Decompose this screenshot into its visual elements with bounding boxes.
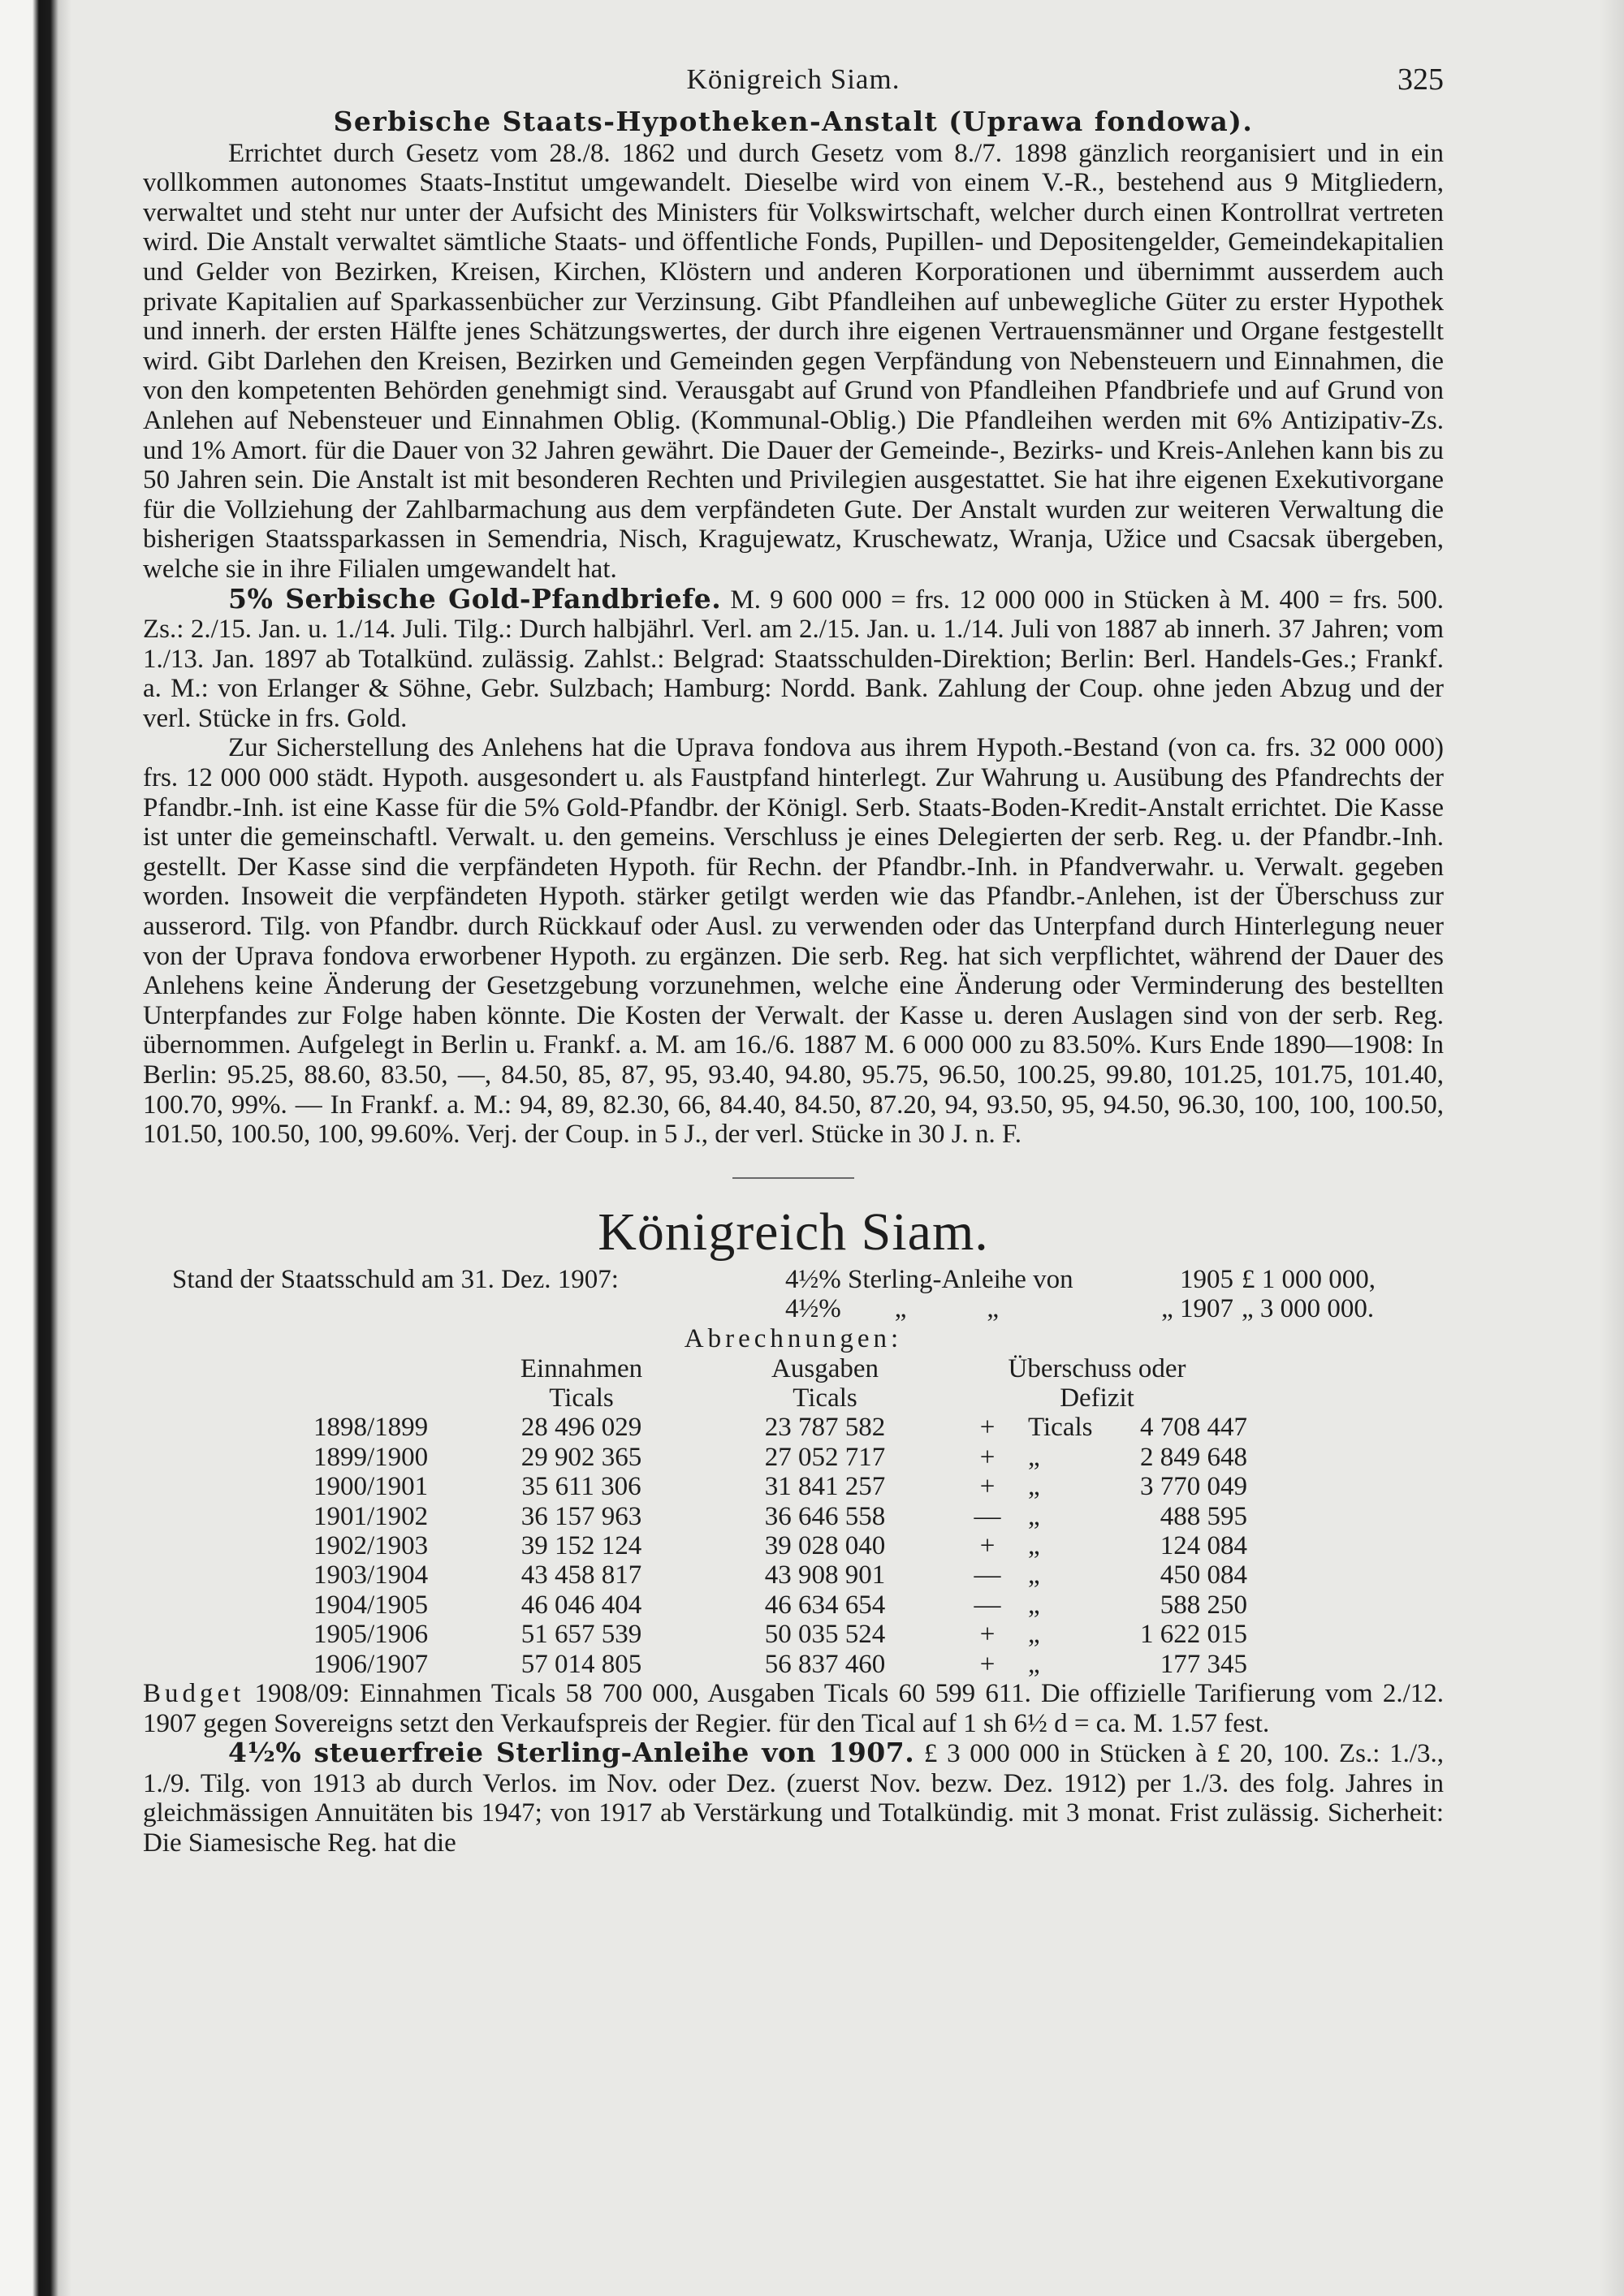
debt-line-1907 <box>172 1294 1444 1324</box>
section-divider <box>732 1177 854 1179</box>
table-subheader-row <box>313 1383 1247 1413</box>
col-einnahmen: Einnahmen <box>520 1353 643 1383</box>
table-row: 1898/1899 28 496 029 23 787 582 + Ticals 4 708 447 <box>313 1413 1247 1443</box>
scan-binding-edge <box>0 0 71 2296</box>
sterling-loan-paragraph <box>143 1738 1444 1858</box>
scan-right-edge <box>1600 0 1624 2296</box>
debt-loan-year: 1905 <box>1180 1264 1233 1294</box>
table-row: 1899/1900 29 902 365 27 052 717 + „ 2 849 648 <box>313 1442 1247 1472</box>
gold-pfandbriefe-text: M. 9 600 000 = frs. 12 000 000 in Stücken à M. 400 = frs. 500. Zs.: 2./15. Jan. u. 1./14. Juli. Tilg.: Durch halbjährl. Verl. am 2./15. Jan. u. 1./14. Juli von 1887 ab innerh. 37 Jahren; vom 1./13. Jan. 1897 ab Totalkünd. zulässig. Zahlst.: Belgrad: Staatsschulden-Direktion; Berlin: Berl. Handels-Ges.; Frankf. a. M.: von Erlanger & Söhne, Gebr. Sulzbach; Hamburg: Nordd. Bank. Zahlung der Coup. ohne jeden Abzug und der verl. Stücke in frs. Gold. <box>143 585 1444 733</box>
col-ueberschuss: Überschuss oder <box>1008 1353 1186 1383</box>
table-row: 1900/1901 35 611 306 31 841 257 + „ 3 770 049 <box>313 1472 1247 1502</box>
gold-pfandbriefe-paragraph <box>143 582 1444 734</box>
page-number: 325 <box>1397 63 1444 97</box>
table-header-row <box>313 1354 1247 1383</box>
debt-loan-type: 4½% Sterling-Anleihe von <box>785 1264 1073 1294</box>
abrechnungen-heading: Abrechnungen: <box>684 1323 903 1353</box>
col-ausgaben: Ausgaben <box>771 1353 879 1383</box>
sterling-loan-text: £ 3 000 000 in Stücken à £ 20, 100. Zs.: 1./3., 1./9. Tilg. von 1913 ab durch Verlos. im Nov. oder Dez. (zuerst Nov. bezw. Dez. 1912) per 1./3. des folg. Jahres in gleichmässigen Annuitäten bis 1947; von 1917 ab Verstärkung und Totalkündig. mit 3 monat. Frist zulässig. Sicherheit: Die Siamesische Reg. hat die <box>143 1739 1445 1858</box>
serbia-intro-paragraph: Errichtet durch Gesetz vom 28./8. 1862 und durch Gesetz vom 8./7. 1898 gänzlich reorganisiert und in ein vollkommen autonomes Staats-Institut umgewandelt. Dieselbe wird von einem V.-R., bestehend aus 9 Mitgliedern, verwaltet und steht nur unter der Aufsicht des Ministers für Volkswirtschaft, welcher durch einen Kontrollrat vertreten wird. Die Anstalt verwaltet sämtliche Staats- und öffentliche Fonds, Pupillen- und Depositengelder, Gemeindekapitalien und Gelder von Bezirken, Kreisen, Kirchen, Klöstern und anderen Korporationen und übernimmt ausserdem auch private Kapitalien auf Sparkassenbücher zur Verzinsung. Gibt Pfandleihen auf unbewegliche Güter zu erster Hypothek und innerh. der ersten Hälfte jenes Schätzungswertes, der durch ihre eigenen Vertrauensmänner und Organe festgestellt wird. Gibt Darlehen den Kreisen, Bezirken und Gemeinden gegen Verpfändung von Nebensteuern und Einnahmen, die von den kompetenten Behörden genehmigt sind. Verausgabt auf Grund von Pfandleihen Pfandbriefe und auf Grund von Anlehen auf Nebensteuer und Einnahmen Oblig. (Kommunal-Oblig.) Die Pfandleihen werden mit 6% Antizipativ-Zs. und 1% Amort. für die Dauer von 32 Jahren gewährt. Die Dauer der Gemeinde-, Bezirks- und Kreis-Anlehen kann bis zu 50 Jahren sein. Die Anstalt ist mit besonderen Rechten und Privilegien ausgestattet. Sie hat ihre eigenen Exekutivorgane für die Vollziehung der Zahlbarmachung aus dem verpfändeten Gute. Der Anstalt wurden zur weiteren Verwaltung die bisherigen Staatssparkassen in Semendria, Nisch, Kragujewatz, Kruschewatz, Wranja, Užice und Csacsak übergeben, welche sie in ihre Filialen umgewandelt hat. <box>143 138 1444 584</box>
siam-title: Königreich Siam. <box>598 1202 989 1262</box>
budget-paragraph <box>143 1679 1444 1738</box>
debt-loan-type: 4½% „ „ <box>785 1294 1000 1324</box>
running-head <box>143 57 1444 99</box>
budget-heading: Budget <box>143 1679 245 1709</box>
table-row: 1905/1906 51 657 539 50 035 524 + „ 1 622 015 <box>313 1620 1247 1650</box>
col-ticals-einnahmen: Ticals <box>549 1383 614 1413</box>
table-row: 1904/1905 46 046 404 46 634 654 — „ 588 250 <box>313 1590 1247 1620</box>
security-paragraph: Zur Sicherstellung des Anlehens hat die Uprava fondova aus ihrem Hypoth.-Bestand (von ca. frs. 32 000 000) frs. 12 000 000 städt. Hypoth. ausgesondert u. als Faustpfand hinterlegt. Zur Wahrung u. Ausübung des Pfandrechts der Pfandbr.-Inh. ist eine Kasse für die 5% Gold-Pfandbr. der Königl. Serb. Staats-Boden-Kredit-Anstalt errichtet. Die Kasse ist unter die gemeinschaftl. Verwalt. u. den gemeins. Verschluss je eines Delegierten der serb. Reg. u. der Pfandbr.-Inh. gestellt. Der Kasse sind die verpfändeten Hypoth. für Rechn. der Pfandbr.-Inh. in Pfandverwahr. u. Verwalt. gegeben worden. Insoweit die verpfändeten Hypoth. stärker getilgt werden wie das Pfandbr.-Anlehen, ist der Überschuss zur ausserord. Tilg. von Pfandbr. durch Rückkauf oder Ausl. zu verwenden oder das Unterpfand durch Hinterlegung neuer von der Uprava fondova erworbener Hypoth. zu ergänzen. Die serb. Reg. hat sich verpflichtet, während der Dauer des Anlehens keine Änderung der Gesetzgebung vorzunehmen, welche eine Änderung oder Verminderung des bestellten Unterpfandes zur Folge haben könnte. Die Kosten der Verwalt. der Kasse u. deren Auslagen sind von der serb. Reg. übernommen. Aufgelegt in Berlin u. Frankf. a. M. am 16./6. 1887 M. 6 000 000 zu 83.50%. Kurs Ende 1890—1908: In Berlin: 95.25, 88.60, 83.50, —, 84.50, 85, 87, 95, 93.40, 94.80, 95.75, 96.50, 100.25, 99.80, 101.25, 101.75, 101.40, 100.70, 99%. — In Frankf. a. M.: 94, 89, 82.30, 66, 84.40, 84.50, 87.20, 94, 93.50, 95, 94.50, 96.30, 100, 100, 100.50, 101.50, 100.50, 100, 99.60%. Verj. der Coup. in 5 J., der verl. Stücke in 30 J. n. F. <box>143 733 1444 1150</box>
debt-line-1905 <box>172 1265 1444 1295</box>
debt-loan-year: „ 1907 <box>1161 1294 1233 1324</box>
sterling-loan-heading: 4½% steuerfreie Sterling-Anleihe von 1907. <box>228 1737 915 1769</box>
table-row: 1903/1904 43 458 817 43 908 901 — „ 450 084 <box>313 1560 1247 1590</box>
col-ticals-ausgaben: Ticals <box>793 1383 857 1413</box>
page-content <box>143 57 1444 1858</box>
table-row: 1901/1902 36 157 963 36 646 558 — „ 488 595 <box>313 1501 1247 1531</box>
table-row: 1902/1903 39 152 124 39 028 040 + „ 124 084 <box>313 1531 1247 1560</box>
budget-text: 1908/09: Einnahmen Ticals 58 700 000, Ausgaben Ticals 60 599 611. Die offizielle Tarifierung vom 2./12. 1907 gegen Sovereigns setzt den Verkaufspreis der Regier. für den Tical auf 1 sh 6½ d = ca. M. 1.57 fest. <box>143 1679 1444 1738</box>
table-row: 1906/1907 57 014 805 56 837 460 + „ 177 345 <box>313 1649 1247 1679</box>
running-title: Königreich Siam. <box>686 63 901 95</box>
abrechnungen-table <box>313 1354 1247 1679</box>
col-defizit: Defizit <box>1060 1383 1134 1413</box>
debt-loan-amount: £ 1 000 000, <box>1242 1264 1376 1294</box>
debt-label: Stand der Staatsschuld am 31. Dez. 1907: <box>172 1264 619 1294</box>
serbia-section-title: Serbische Staats-Hypotheken-Anstalt (Uprawa fondowa). <box>333 106 1254 137</box>
gold-pfandbriefe-heading: 5% Serbische Gold-Pfandbriefe. <box>228 582 722 615</box>
debt-loan-amount: „ 3 000 000. <box>1242 1294 1375 1324</box>
